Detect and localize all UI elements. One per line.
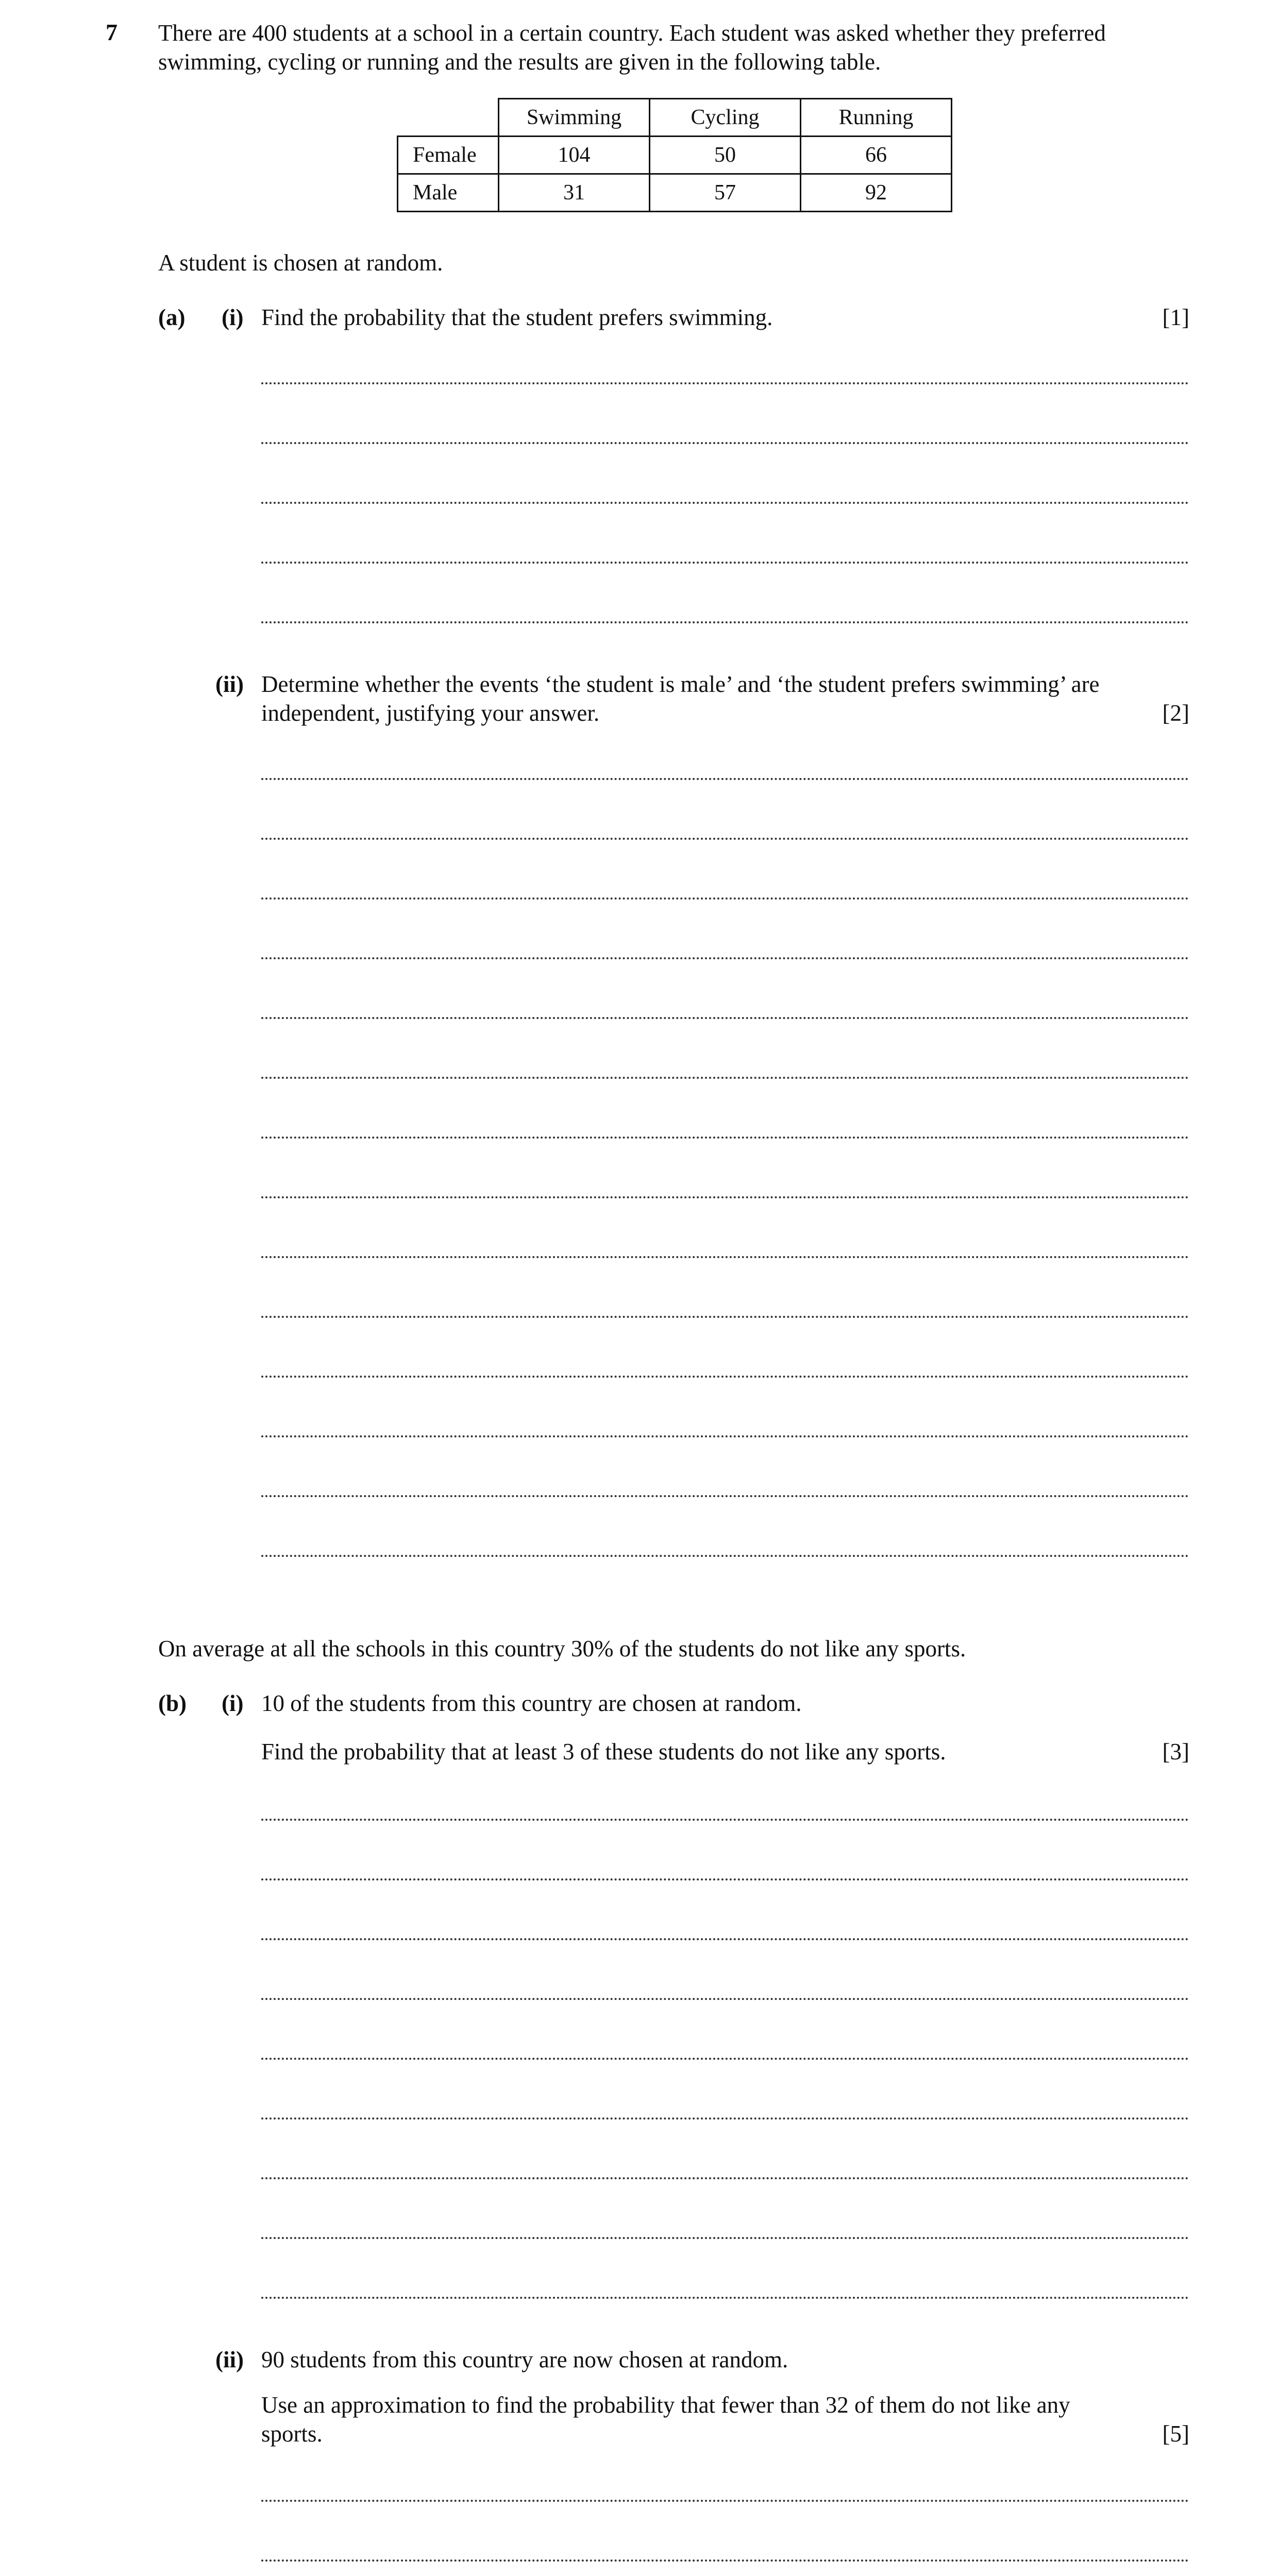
answer-line[interactable] — [261, 2560, 1189, 2562]
answer-line[interactable] — [261, 1555, 1189, 1557]
answer-line[interactable] — [261, 1998, 1189, 2000]
answer-line[interactable] — [261, 621, 1189, 623]
part-a-ii-marks: [2] — [1162, 700, 1189, 726]
answer-line[interactable] — [261, 2237, 1189, 2239]
answer-line[interactable] — [261, 1878, 1189, 1880]
part-a-i-label: (i) — [222, 304, 244, 330]
answer-line[interactable] — [261, 1196, 1189, 1198]
table-corner-cell — [398, 99, 499, 137]
part-b-ii-marks: [5] — [1162, 2421, 1189, 2447]
part-a-label: (a) — [158, 304, 186, 330]
answer-line[interactable] — [261, 1435, 1189, 1437]
average-text: On average at all the schools in this country 30% of the students do not like any sports. — [158, 1636, 966, 1662]
part-b-i-label: (i) — [222, 1690, 244, 1716]
answer-line[interactable] — [261, 2500, 1189, 2502]
answer-line[interactable] — [261, 1938, 1189, 1940]
answer-line[interactable] — [261, 1137, 1189, 1139]
answer-line[interactable] — [261, 382, 1189, 384]
table-cell: 57 — [650, 174, 801, 212]
answer-line[interactable] — [261, 1376, 1189, 1378]
answer-line[interactable] — [261, 502, 1189, 504]
part-b-ii-text: 90 students from this country are now chosen at random. — [261, 2347, 788, 2372]
answer-line[interactable] — [261, 1316, 1189, 1318]
results-table — [397, 98, 952, 212]
answer-line[interactable] — [261, 442, 1189, 444]
answer-line[interactable] — [261, 778, 1189, 780]
answer-line[interactable] — [261, 897, 1189, 900]
chosen-at-random-text: A student is chosen at random. — [158, 250, 443, 276]
table-cell: 31 — [499, 174, 650, 212]
answer-line[interactable] — [261, 957, 1189, 959]
table-cell: 92 — [801, 174, 952, 212]
part-b-ii-question: Use an approximation to find the probability that fewer than 32 of them do not like any — [261, 2392, 1070, 2418]
table-header-row — [398, 99, 952, 137]
part-b-i-text: 10 of the students from this country are chosen at random. — [261, 1690, 802, 1716]
part-a-ii-text: Determine whether the events ‘the student is male’ and ‘the student prefers swimming’ are — [261, 671, 1100, 697]
answer-line[interactable] — [261, 1077, 1189, 1079]
question-intro: There are 400 students at a school in a certain country. Each student was asked whether they preferred swimming, cycling or running and the results are given in the following table. — [158, 20, 1106, 75]
answer-line[interactable] — [261, 1495, 1189, 1497]
answer-line[interactable] — [261, 2058, 1189, 2060]
answer-line[interactable] — [261, 1017, 1189, 1019]
part-b-ii-label: (ii) — [215, 2347, 244, 2372]
answer-line[interactable] — [261, 1819, 1189, 1821]
answer-line[interactable] — [261, 2117, 1189, 2120]
question-number: 7 — [106, 19, 117, 45]
part-b-label: (b) — [158, 1690, 187, 1716]
answer-line[interactable] — [261, 2297, 1189, 2299]
table-cell: 104 — [499, 137, 650, 174]
table-cell: 50 — [650, 137, 801, 174]
table-row-label: Male — [398, 174, 499, 212]
part-a-ii-text-continued: independent, justifying your answer. — [261, 700, 600, 726]
table-cell: 66 — [801, 137, 952, 174]
part-a-ii-label: (ii) — [215, 671, 244, 697]
part-b-i-marks: [3] — [1162, 1739, 1189, 1765]
table-row — [398, 174, 952, 212]
answer-line[interactable] — [261, 838, 1189, 840]
answer-line[interactable] — [261, 1256, 1189, 1258]
table-header-cell: Running — [801, 99, 952, 137]
answer-line[interactable] — [261, 562, 1189, 564]
part-a-i-marks: [1] — [1162, 304, 1189, 330]
part-b-ii-question-continued: sports. — [261, 2421, 323, 2447]
part-a-i-text: Find the probability that the student prefers swimming. — [261, 304, 773, 330]
table-header-cell: Swimming — [499, 99, 650, 137]
part-b-i-question: Find the probability that at least 3 of these students do not like any sports. — [261, 1739, 946, 1765]
table-row-label: Female — [398, 137, 499, 174]
table-header-cell: Cycling — [650, 99, 801, 137]
answer-line[interactable] — [261, 2177, 1189, 2179]
table-row — [398, 137, 952, 174]
